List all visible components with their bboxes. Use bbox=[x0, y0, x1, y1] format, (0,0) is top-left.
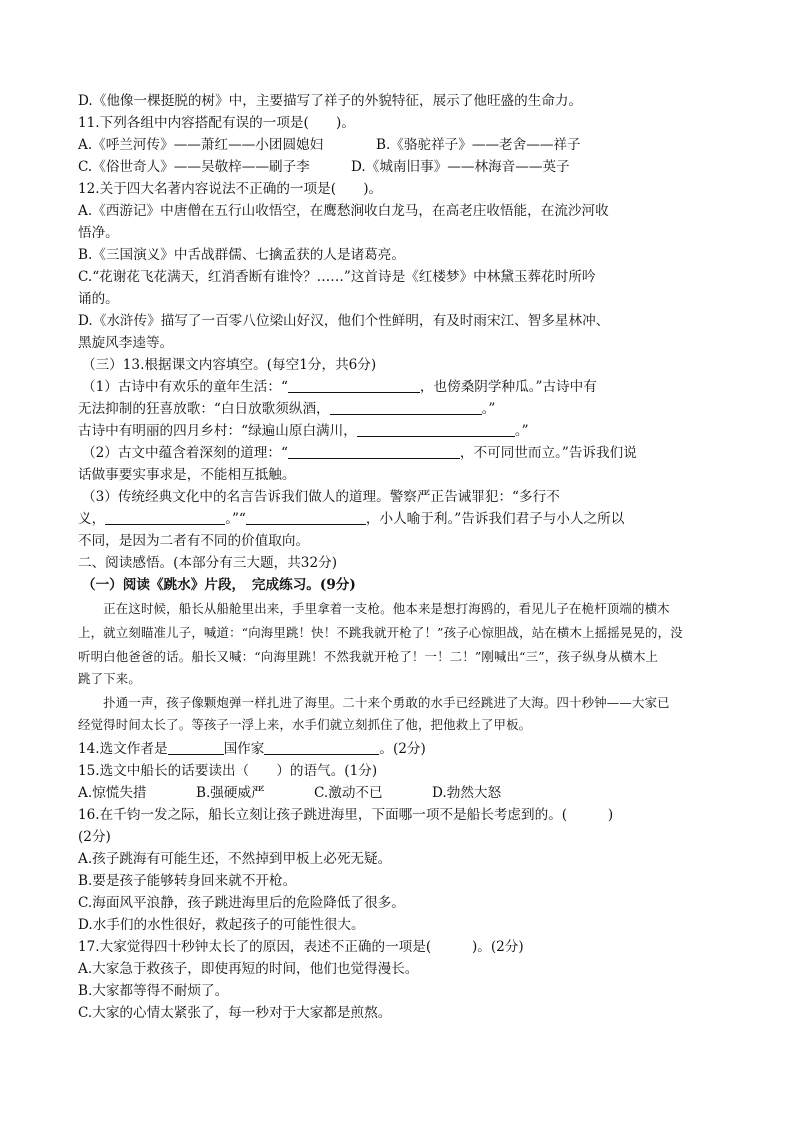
q14-blank-2[interactable] bbox=[264, 740, 379, 755]
q13-text: ，小人喻于利。”告诉我们君子与小人之所以 bbox=[365, 511, 625, 527]
section-2-part-1-heading: （一）阅读《跳水》片段， 完成练习。(9分) bbox=[82, 577, 356, 593]
passage-line: 正在这时候，船长从船舱里出来，手里拿着一支枪。他本来是想打海鸥的，看见儿子在桅杆顶端的横木 bbox=[78, 601, 670, 616]
passage-line: 经觉得时间太长了。等孩子一浮上来，水手们就立刻抓住了他，把他救上了甲板。 bbox=[78, 717, 532, 732]
q17-stem: 17.大家觉得四十秒钟太长了的原因，表述不正确的一项是( )。(2分) bbox=[78, 939, 524, 955]
q13-line-1 bbox=[82, 378, 732, 396]
q13-line-2 bbox=[78, 400, 728, 418]
q16-option-a: A.孩子跳海有可能生还，不然掉到甲板上必死无疑。 bbox=[78, 851, 392, 867]
q15-option-c: C.激动不已 bbox=[314, 785, 383, 801]
q13-text: 。”“ bbox=[225, 511, 246, 527]
section-2-heading: 二、阅读感悟。(本部分有三大题，共32分) bbox=[78, 555, 337, 571]
q13-blank-4[interactable] bbox=[288, 444, 460, 459]
q17-option-c: C.大家的心情太紧张了，每一秒对于大家都是煎熬。 bbox=[78, 1005, 392, 1021]
q13-blank-6[interactable] bbox=[246, 510, 366, 525]
q16-option-c: C.海面风平浪静，孩子跳进海里后的危险降低了很多。 bbox=[78, 895, 405, 911]
q13-blank-3[interactable] bbox=[357, 422, 515, 437]
q12-option-d-line2: 黑旋风李逵等。 bbox=[78, 335, 174, 351]
q14-text: 国作家 bbox=[223, 741, 265, 757]
q13-text: ，不可同世而立。”告诉我们说 bbox=[459, 445, 637, 461]
q12-option-a-line1: A.《西游记》中唐僧在五行山收悟空，在鹰愁涧收白龙马，在高老庄收悟能，在流沙河收 bbox=[78, 203, 609, 219]
q13-line-3 bbox=[78, 422, 728, 440]
q13-blank-1[interactable] bbox=[288, 378, 420, 393]
q13-line-7 bbox=[78, 510, 728, 528]
q13-text: 义， bbox=[78, 511, 106, 527]
q11-stem: 11.下列各组中内容搭配有误的一项是( )。 bbox=[78, 115, 355, 131]
q13-text: （2）古文中蕴含着深刻的道理：“ bbox=[82, 445, 288, 461]
q16-option-d: D.水手们的水性很好，救起孩子的可能性很大。 bbox=[78, 917, 365, 933]
q13-blank-5[interactable] bbox=[105, 510, 225, 525]
q15-stem: 15.选文中船长的话要读出（ ）的语气。(1分) bbox=[78, 763, 378, 779]
q11-option-c: C.《俗世奇人》——吴敬梓——刷子李 bbox=[78, 159, 310, 175]
q15-option-d: D.勃然大怒 bbox=[432, 785, 502, 801]
q16-stem: 16.在千钧一发之际，船长立刻让孩子跳进海里，下面哪一项不是船长考虑到的。( ) bbox=[78, 807, 614, 823]
passage-line: 跳了下来。 bbox=[78, 671, 141, 686]
q12-option-b: B.《三国演义》中舌战群儒、七擒孟获的人是诸葛亮。 bbox=[78, 247, 405, 263]
passage-line: 扑通一声，孩子像颗炮弹一样扎进了海里。二十来个勇敢的水手已经跳进了大海。四十秒钟——大家已 bbox=[78, 695, 670, 710]
q15-option-b: B.强硬威严 bbox=[196, 785, 265, 801]
q14-blank-1[interactable] bbox=[168, 740, 224, 755]
q11-options-cd bbox=[78, 158, 728, 176]
q13-heading: （三）13.根据课文内容填空。(每空1分，共6分) bbox=[82, 357, 377, 373]
q12-option-a-line2: 悟净。 bbox=[78, 225, 119, 241]
passage-line: 听明白他爸爸的话。船长又喊：“向海里跳！不然我就开枪了！一！二！”刚喊出“三”，孩子纵身从横木上 bbox=[78, 649, 659, 664]
q13-line-5: 话做事要实事求是，不能相互抵触。 bbox=[78, 467, 296, 483]
q11-option-b: B.《骆驼祥子》——老舍——祥子 bbox=[376, 137, 581, 153]
q13-text: 。” bbox=[514, 423, 529, 439]
q11-option-d: D.《城南旧事》——林海音——英子 bbox=[351, 159, 570, 175]
q12-option-c-line2: 诵的。 bbox=[78, 291, 119, 307]
passage-line: 上，就立刻瞄准儿子，喊道：“向海里跳！快！不跳我就开枪了！”孩子心惊胆战，站在横木上摇摇晃晃的，没 bbox=[78, 625, 683, 640]
q16-option-b: B.要是孩子能够转身回来就不开枪。 bbox=[78, 873, 297, 889]
q15-options bbox=[78, 784, 728, 802]
q13-blank-2[interactable] bbox=[330, 400, 482, 415]
q14 bbox=[78, 740, 728, 758]
q13-text: 无法抑制的狂喜放歌：“白日放歌须纵酒， bbox=[78, 401, 330, 417]
q13-line-8: 不同，是因为二者有不同的价值取向。 bbox=[78, 533, 310, 549]
q11-options-ab bbox=[78, 136, 728, 154]
q14-text: 。(2分) bbox=[379, 741, 426, 757]
q17-option-b: B.大家都等得不耐烦了。 bbox=[78, 983, 229, 999]
q13-text: 古诗中有明丽的四月乡村：“绿遍山原白满川， bbox=[78, 423, 357, 439]
q12-option-d-line1: D.《水浒传》描写了一百零八位梁山好汉，他们个性鲜明，有及时雨宋江、智多星林冲、 bbox=[78, 313, 610, 329]
q16-score: (2分) bbox=[78, 829, 111, 845]
q13-text: （1）古诗中有欢乐的童年生活：“ bbox=[82, 379, 288, 395]
q13-line-4 bbox=[82, 444, 732, 462]
q14-text: 14.选文作者是 bbox=[78, 741, 168, 757]
q11-option-a: A.《呼兰河传》——萧红——小团圆媳妇 bbox=[78, 137, 324, 153]
q17-option-a: A.大家急于救孩子，即使再短的时间，他们也觉得漫长。 bbox=[78, 961, 419, 977]
q15-option-a: A.惊慌失措 bbox=[78, 785, 147, 801]
q12-stem: 12.关于四大名著内容说法不正确的一项是( )。 bbox=[78, 181, 383, 197]
q13-text: 。” bbox=[481, 401, 496, 417]
q13-text: ，也傍桑阴学种瓜。”古诗中有 bbox=[419, 379, 597, 395]
q13-line-6: （3）传统经典文化中的名言告诉我们做人的道理。警察严正告诫罪犯：“多行不 bbox=[82, 489, 560, 505]
q12-option-c-line1: C.“花谢花飞花满天，红消香断有谁怜？……”这首诗是《红楼梦》中林黛玉葬花时所吟 bbox=[78, 269, 596, 285]
q10-option-d: D.《他像一棵挺脱的树》中，主要描写了祥子的外貌特征，展示了他旺盛的生命力。 bbox=[78, 93, 583, 109]
